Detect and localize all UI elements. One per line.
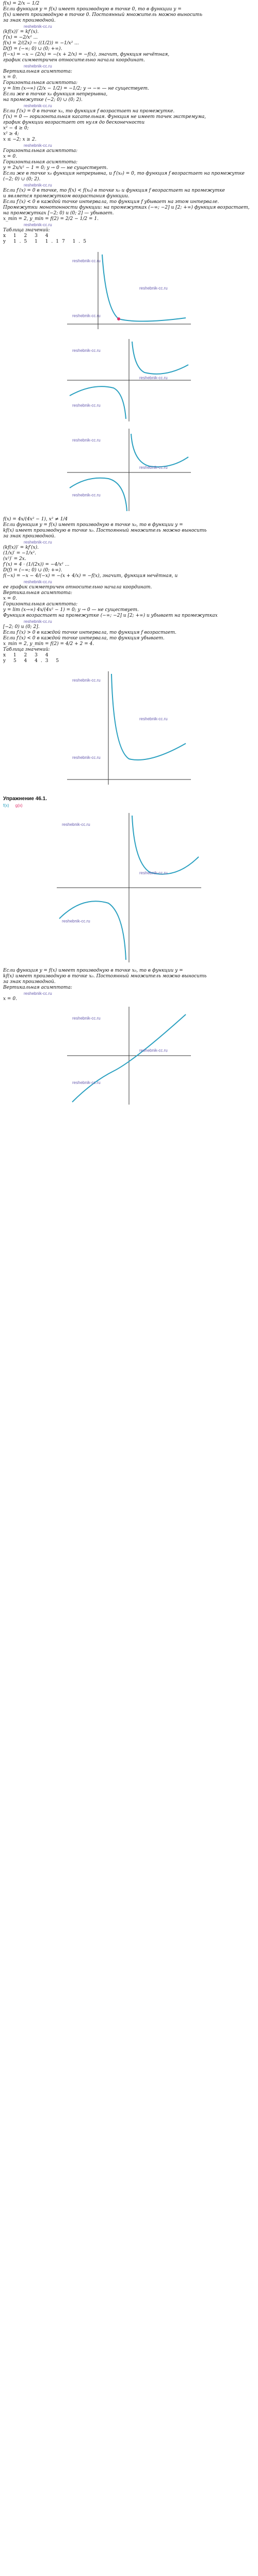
text-line: Горизонтальная асимптота: <box>3 602 78 607</box>
watermark: reshebnik-cc.ru <box>24 183 52 188</box>
text-line: Если же в точке x₀ функция непрерывна, <box>3 92 108 97</box>
text-line: ее график симметричен относительно начала координат. <box>3 585 152 590</box>
text-line: за знак производной. <box>3 534 56 539</box>
watermark: reshebnik-cc.ru <box>72 678 101 683</box>
watermark: reshebnik-cc.ru <box>139 376 168 381</box>
section-2-text <box>0 516 258 664</box>
watermark: reshebnik-cc.ru <box>72 755 101 760</box>
text-line: f(−x) = −x − 4/(−x) = −(x + 4/x) = −f(x), значит, функция нечётная, и <box>3 573 178 579</box>
graph-2 <box>62 336 196 424</box>
text-line: график симметричен относительно начала координат. <box>3 58 145 63</box>
watermark: reshebnik-cc.ru <box>139 465 168 470</box>
watermark: reshebnik-cc.ru <box>24 580 52 584</box>
watermark: reshebnik-cc.ru <box>24 143 52 148</box>
section-3-text <box>0 967 258 1002</box>
text-line: f(−x) = −x − (2/x) = −(x + 2/x) = −f(x), значит, функция нечётная, <box>3 52 170 57</box>
curve-right <box>132 816 199 874</box>
text-line: f′(x) = 0 — горизонтальная касательная. Функция не имеет точек экстремума, <box>3 114 206 120</box>
legend <box>3 803 255 808</box>
watermark: reshebnik-cc.ru <box>72 1080 101 1085</box>
watermark: reshebnik-cc.ru <box>72 348 101 353</box>
section-3 <box>0 792 258 808</box>
watermark: reshebnik-cc.ru <box>72 313 101 318</box>
text-line: x = 0. <box>3 75 17 80</box>
text-line: Если функция y = f(x) имеет производную в точке x₀, то в функции y = <box>3 522 183 528</box>
text-line: (1/x)′ = −1/x². <box>3 551 37 556</box>
text-line: Промежутки монотонности функции: на промежутках (−∞; −2] и [2; +∞) функция возрастает, <box>3 205 250 210</box>
watermark: reshebnik-cc.ru <box>72 493 101 498</box>
section-1-text <box>0 0 258 245</box>
text-line: x² ≥ 4; <box>3 131 19 137</box>
watermark: reshebnik-cc.ru <box>24 223 52 227</box>
text-line: x = 0. <box>3 996 17 1002</box>
text-line: Если функция y = f(x) имеет производную в точке x₀, то в функции y = <box>3 968 183 973</box>
text-line: Горизонтальная асимптота: <box>3 80 78 86</box>
text-line: (kf(x))′ = kf′(x). <box>3 545 39 550</box>
text-line: за знак производной. <box>3 979 56 985</box>
text-line: график функции возрастает от нуля до бесконечности <box>3 120 145 125</box>
text-line: Таблица значений: <box>3 647 50 652</box>
text-line: D(f) = (−∞; 0) ∪ (0; +∞). <box>3 46 62 52</box>
text-line: f(x) = 4x/(4x² − 1), x² ≠ 1/4 <box>3 517 68 522</box>
text-line: за знак производной. <box>3 18 56 23</box>
watermark: reshebnik-cc.ru <box>24 104 52 108</box>
text-line: f(x) имеет производную в точке 0. Постоянный множитель можно выносить <box>3 12 202 18</box>
watermark: reshebnik-cc.ru <box>24 540 52 545</box>
watermark: reshebnik-cc.ru <box>24 619 52 624</box>
text-line: Если f′(x) = 0 в точке, то f(x) < f(x₀) в точке x₀ и функция f возрастает на промежутке <box>3 188 225 193</box>
text-line: kf(x) имеет производную в точке x₀. Постоянный множитель можно выносить <box>3 974 207 979</box>
watermark: reshebnik-cc.ru <box>24 64 52 69</box>
watermark: reshebnik-cc.ru <box>139 870 168 875</box>
text-line: y = lim (x→∞) 4x/(4x² − 1) = 0; y → 0 — не существует. <box>3 607 139 613</box>
text-line: (kf(x))′ = kf′(x). <box>3 29 39 35</box>
text-line: (−2; 0) ∪ (0; 2). <box>3 177 41 182</box>
text-line: [−2; 0) и (0; 2]. <box>3 624 40 630</box>
text-line: x = 0. <box>3 154 17 159</box>
text-line: x ≤ −2; x ≥ 2. <box>3 137 37 142</box>
watermark: reshebnik-cc.ru <box>139 286 168 291</box>
text-line: x = 0. <box>3 596 17 601</box>
watermark: reshebnik-cc.ru <box>139 717 168 721</box>
text-line: x_min = 2, y_min = f(2) = 4/2 + 2 = 4. <box>3 641 94 647</box>
text-line: и является промежутком возрастания функции. <box>3 194 130 199</box>
legend-item-2: g(x) <box>15 803 23 808</box>
watermark: reshebnik-cc.ru <box>72 1016 101 1021</box>
text-line: f′(x) = 4 · (1/(2x)) = −4/x² ... <box>3 562 70 567</box>
exercise-heading: Упражнение 46.1. <box>3 796 47 802</box>
text-line: kf(x) имеет производную в точке x₀. Постоянный множитель можно выносить <box>3 528 207 533</box>
watermark: reshebnik-cc.ru <box>62 919 90 924</box>
watermark: reshebnik-cc.ru <box>24 24 52 29</box>
text-line: x² − 4 ≥ 0; <box>3 126 29 131</box>
text-line: D(f) = (−∞; 0) ∪ (0; +∞). <box>3 568 62 573</box>
graph-1 <box>62 247 196 334</box>
text-line: на промежутке (−2; 0) ∪ (0; 2). <box>3 97 83 103</box>
value-table-row: y 5 4 4.3 5 <box>3 658 62 664</box>
text-line: Вертикальная асимптота: <box>3 985 72 990</box>
watermark: reshebnik-cc.ru <box>139 1048 168 1053</box>
value-table-row: y 1.5 1 1.17 1.5 <box>3 239 89 244</box>
text-line: Если функция y = f(x) имеет производную в точке 0, то в функции y = <box>3 7 182 12</box>
text-line: Функция возрастает на промежутке (−∞; −2] и [2; +∞) и убывает на промежутках <box>3 613 218 618</box>
text-line: y = 2x/x² − 1 = 0; y → 0 — не существует. <box>3 165 108 171</box>
text-line: Вертикальная асимптота: <box>3 69 72 74</box>
graph-3 <box>62 426 196 514</box>
text-line: (x²)′ = 2x. <box>3 556 26 562</box>
graph-6 <box>62 1004 196 1107</box>
curve-right <box>131 434 188 467</box>
watermark: reshebnik-cc.ru <box>72 259 101 263</box>
text-line: на промежутках [−2; 0) и (0; 2] — убывает. <box>3 211 114 216</box>
legend-item-1: f(x) <box>3 803 9 808</box>
text-line: Вертикальная асимптота: <box>3 590 72 596</box>
watermark: reshebnik-cc.ru <box>72 403 101 408</box>
text-line: Таблица значений: <box>3 228 50 233</box>
text-line: Если f′(x) > 0 в каждой точке интервала, то функция f возрастает. <box>3 630 176 635</box>
text-line: Горизонтальная асимптота: <box>3 160 78 165</box>
watermark: reshebnik-cc.ru <box>62 822 90 827</box>
text-line: f(x) = 2/x − 1/2 <box>3 1 40 6</box>
watermark: reshebnik-cc.ru <box>24 991 52 996</box>
text-line: Если f′(x) < 0 в каждой точке интервала, то функция f убывает на этом интервале. <box>3 199 219 205</box>
curve-right <box>132 342 188 374</box>
text-line: Если f′(x) = 0 в точке x₀, то функция f возрастает на промежутке. <box>3 109 175 114</box>
text-line: f(x) = 2/(2x) − ((1/2)) = −1/x² ... <box>3 41 79 46</box>
graph-4 <box>62 666 196 790</box>
text-line: x_min = 2, y_min = f(2) = 2/2 − 1/2 = 1. <box>3 216 99 222</box>
text-line: Горизонтальная асимптота: <box>3 148 78 154</box>
text-line: y = lim (x→∞) (2/x − 1/2) = −1/2; y → −∞ — не существует. <box>3 86 149 91</box>
text-line: Если же в точке x₀ функция непрерывна, и f′(x₀) = 0, то функция f возрастает на промежутке <box>3 171 245 176</box>
text-line: f′(x) = −2/x² ... <box>3 35 38 40</box>
value-table-row: x 1 2 3 4 <box>3 653 52 658</box>
watermark: reshebnik-cc.ru <box>72 438 101 443</box>
curve-left <box>59 901 126 960</box>
value-table-row: x 1 2 3 4 <box>3 233 52 239</box>
text-line: Если f′(x) < 0 в каждой точке интервала, то функция убывает. <box>3 636 165 641</box>
min-point <box>117 317 120 320</box>
graph-5 <box>52 810 206 965</box>
